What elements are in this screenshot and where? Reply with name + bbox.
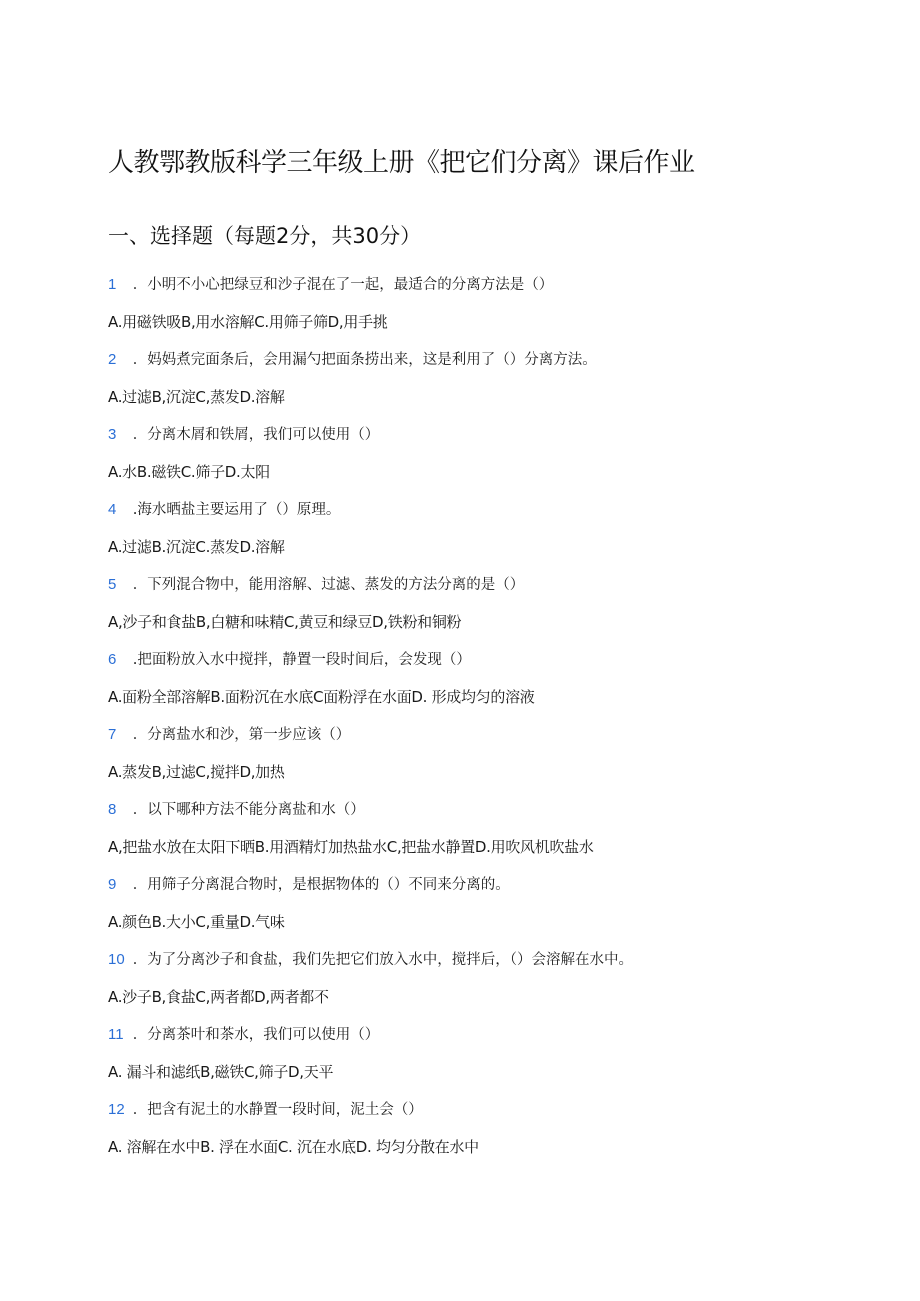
question-stem: ．以下哪种方法不能分离盐和水（） — [132, 802, 365, 818]
question-number: 2 — [108, 351, 117, 368]
question-stem: ．分离木屑和铁屑，我们可以使用（） — [132, 427, 380, 443]
question-line — [108, 571, 888, 609]
question-item — [108, 496, 888, 571]
question-options: A.用磁铁吸B,用水溶解C.用筛子筛D,用手挑 — [108, 313, 388, 331]
question-stem: ．把含有泥土的水静置一段时间，泥土会（） — [132, 1102, 423, 1118]
question-item — [108, 571, 888, 646]
question-item — [108, 1096, 888, 1171]
question-item — [108, 421, 888, 496]
question-item — [108, 946, 888, 1021]
question-line — [108, 946, 888, 984]
question-options: A.过滤B.沉淀C.蒸发D.溶解 — [108, 538, 285, 556]
question-stem: .海水晒盐主要运用了（）原理。 — [132, 502, 341, 518]
question-number: 11 — [108, 1026, 124, 1043]
question-number: 4 — [108, 501, 117, 518]
question-item — [108, 796, 888, 871]
question-line — [108, 421, 888, 459]
question-options: A,把盐水放在太阳下晒B.用酒精灯加热盐水C,把盐水静置D.用吹风机吹盐水 — [108, 838, 594, 856]
question-line — [108, 871, 888, 909]
question-line — [108, 1096, 888, 1134]
question-line — [108, 271, 888, 309]
question-options: A.沙子B,食盐C,两者都D,两者都不 — [108, 988, 329, 1006]
question-stem: ．妈妈煮完面条后，会用漏勺把面条捞出来，这是利用了（）分离方法。 — [132, 352, 597, 368]
question-line — [108, 1021, 888, 1059]
question-number: 5 — [108, 576, 117, 593]
question-stem: .把面粉放入水中搅拌，静置一段时间后，会发现（） — [132, 652, 471, 668]
question-stem: ．分离茶叶和茶水，我们可以使用（） — [132, 1027, 380, 1043]
question-number: 8 — [108, 801, 117, 818]
question-line — [108, 646, 888, 684]
question-line — [108, 346, 888, 384]
question-item — [108, 646, 888, 721]
question-number: 3 — [108, 426, 117, 443]
question-stem: ．小明不小心把绿豆和沙子混在了一起，最适合的分离方法是（） — [132, 277, 554, 293]
question-item — [108, 871, 888, 946]
question-number: 10 — [108, 951, 125, 968]
question-options: A.颜色B.大小C,重量D.气味 — [108, 913, 285, 931]
question-number: 7 — [108, 726, 117, 743]
question-number: 12 — [108, 1101, 125, 1118]
question-options: A,沙子和食盐B,白糖和味精C,黄豆和绿豆D,铁粉和铜粉 — [108, 613, 462, 631]
question-number: 1 — [108, 276, 117, 293]
question-options: A. 溶解在水中B. 浮在水面C. 沉在水底D. 均匀分散在水中 — [108, 1138, 479, 1156]
question-line — [108, 721, 888, 759]
question-item — [108, 1021, 888, 1096]
question-options: A.蒸发B,过滤C,搅拌D,加热 — [108, 763, 285, 781]
question-number: 6 — [108, 651, 117, 668]
question-number: 9 — [108, 876, 117, 893]
question-line — [108, 496, 888, 534]
section-heading: 一、选择题（每题2分，共30分） — [108, 224, 422, 248]
question-options: A. 漏斗和滤纸B,磁铁C,筛子D,天平 — [108, 1063, 334, 1081]
question-stem: ．下列混合物中，能用溶解、过滤、蒸发的方法分离的是（） — [132, 577, 525, 593]
document-title: 人教鄂教版科学三年级上册《把它们分离》课后作业 — [108, 148, 695, 178]
question-options: A.水B.磁铁C.筛子D.太阳 — [108, 463, 270, 481]
question-options: A.面粉全部溶解B.面粉沉在水底C面粉浮在水面D. 形成均匀的溶液 — [108, 688, 535, 706]
question-list — [108, 271, 888, 1171]
question-item — [108, 721, 888, 796]
question-item — [108, 346, 888, 421]
question-stem: ．用筛子分离混合物时，是根据物体的（）不同来分离的。 — [132, 877, 510, 893]
question-options: A.过滤B,沉淀C,蒸发D.溶解 — [108, 388, 285, 406]
question-stem: ．分离盐水和沙，第一步应该（） — [132, 727, 351, 743]
question-stem: ．为了分离沙子和食盐，我们先把它们放入水中，搅拌后，（）会溶解在水中。 — [132, 952, 634, 968]
question-item — [108, 271, 888, 346]
question-line — [108, 796, 888, 834]
